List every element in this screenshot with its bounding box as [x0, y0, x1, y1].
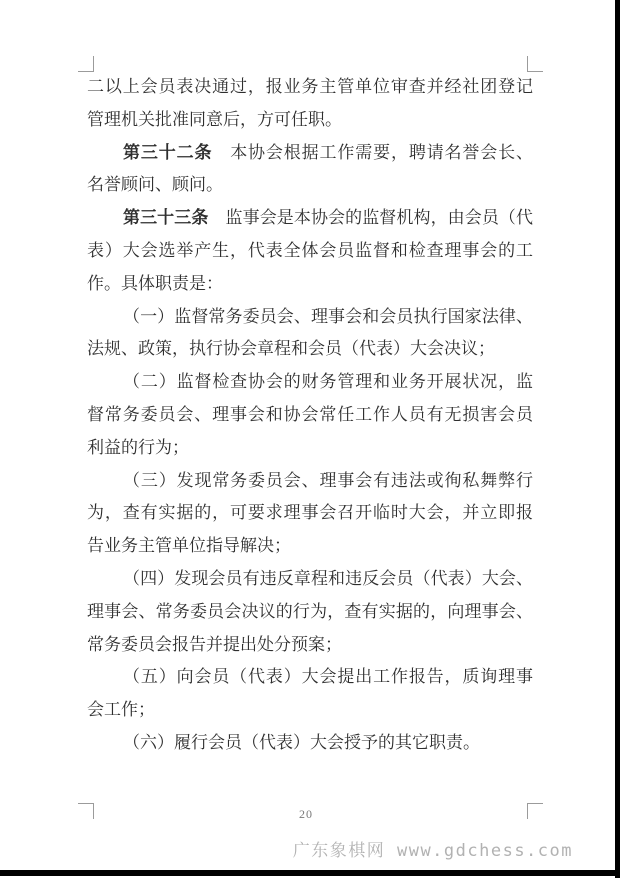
body-line: 常务委员会报告并提出处分预案； [87, 634, 342, 654]
body-line: 督常务委员会、理事会和协会常任工作人员有无损害会员 [87, 404, 533, 424]
body-line: 会工作； [87, 700, 155, 720]
scan-edge-bottom [0, 870, 620, 876]
list-item-4-line: （四）发现会员有违反章程和违反会员（代表）大会、 [123, 568, 533, 588]
watermark-text: 广东象棋网 www.gdchess.com [292, 841, 573, 861]
article-number-bold: 第三十二条 [123, 142, 213, 162]
list-item-1-line: （一）监督常务委员会、理事会和会员执行国家法律、 [123, 306, 533, 326]
body-line: 法规、政策，执行协会章程和会员（代表）大会决议； [87, 339, 495, 359]
list-item-3-line: （三）发现常务委员会、理事会有违法或徇私舞弊行 [123, 470, 533, 490]
body-line: 二以上会员表决通过，报业务主管单位审查并经社团登记 [87, 77, 533, 96]
text-boundary-mark-top-right [527, 56, 543, 72]
body-line: 告业务主管单位指导解决； [87, 536, 291, 556]
body-line: 管理机关批准同意后，方可任职。 [87, 109, 342, 129]
scan-edge-right [615, 0, 620, 878]
list-item-5-line: （五）向会员（代表）大会提出工作报告，质询理事 [123, 667, 533, 687]
list-item-6-line: （六）履行会员（代表）大会授予的其它职责。 [123, 732, 480, 752]
list-item-2-line: （二）监督检查协会的财务管理和业务开展状况，监 [123, 372, 533, 392]
body-line: 作。具体职责是： [87, 273, 223, 293]
body-line: 理事会、常务委员会决议的行为，查有实据的，向理事会、 [87, 601, 533, 621]
body-line: 名誉顾问、顾问。 [87, 175, 223, 195]
article-32-heading-line: 第三十二条 本协会根据工作需要，聘请名誉会长、 [123, 142, 534, 162]
body-line: 表）大会选举产生，代表全体会员监督和检查理事会的工 [87, 240, 533, 260]
article-33-heading-line: 第三十三条 监事会是本协会的监督机构，由会员（代 [123, 208, 534, 228]
body-line: 利益的行为； [87, 437, 189, 457]
article-number-bold: 第三十三条 [123, 208, 209, 228]
page-number: 20 [299, 807, 313, 821]
text-boundary-mark-top-left [78, 56, 94, 72]
document-body [87, 71, 533, 760]
body-line: 为，查有实据的，可要求理事会召开临时大会，并立即报 [87, 503, 533, 523]
